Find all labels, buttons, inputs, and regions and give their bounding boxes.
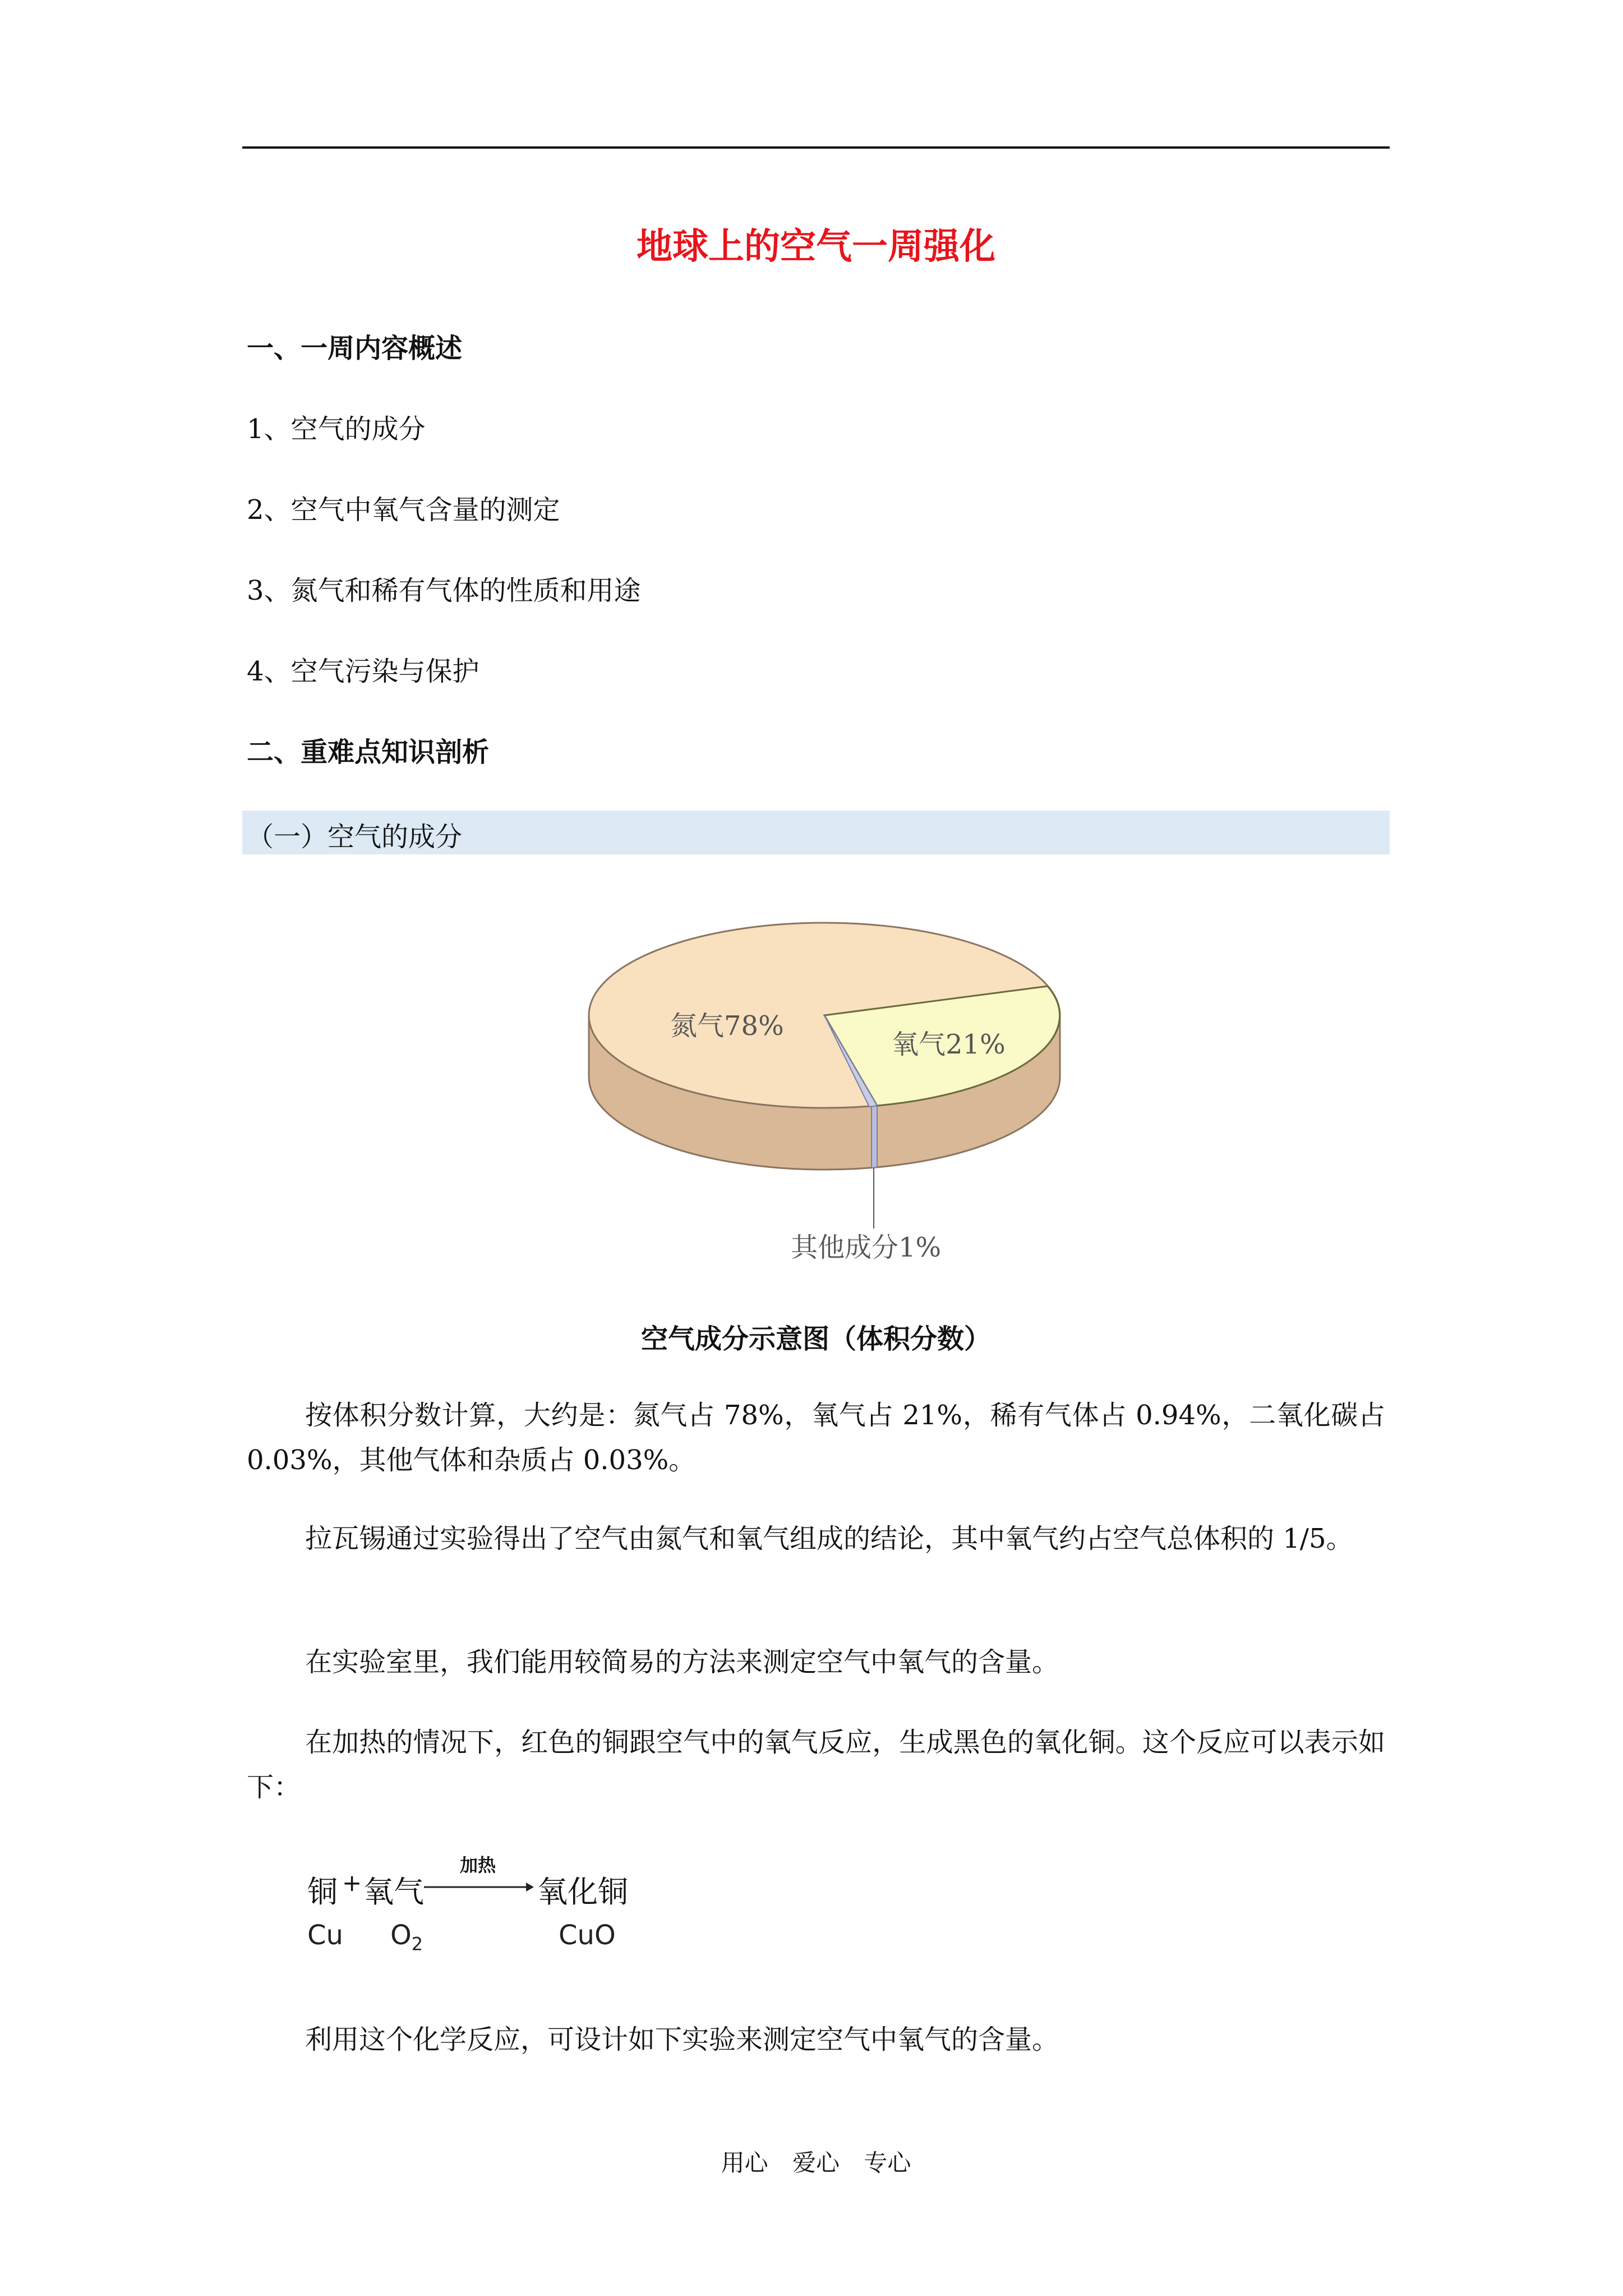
equation-condition: 加热 <box>460 1855 496 1876</box>
paragraph-composition: 按体积分数计算，大约是：氮气占 78%，氧气占 21%，稀有气体占 0.94%，二氧化碳占 0.03%，其他气体和杂质占 0.03%。 <box>247 1400 1385 1476</box>
air-composition-pie-chart <box>578 909 1071 1268</box>
list-item: 3、氮气和稀有气体的性质和用途 <box>247 575 641 606</box>
header-rule <box>242 146 1390 149</box>
label-oxygen: 氧气21% <box>892 1029 1006 1060</box>
label-other: 其他成分1% <box>791 1232 942 1263</box>
equation-reactant-copper: 铜 <box>307 1874 338 1910</box>
paragraph-copper-reaction: 在加热的情况下，红色的铜跟空气中的氧气反应，生成黑色的氧化铜。这个反应可以表示如下： <box>247 1727 1385 1803</box>
section-heading-overview: 一、一周内容概述 <box>247 333 463 364</box>
chart-caption: 空气成分示意图（体积分数） <box>640 1323 991 1355</box>
formula-oxygen-subscript: 2 <box>411 1933 423 1955</box>
paragraph-experiment-design: 利用这个化学反应，可设计如下实验来测定空气中氧气的含量。 <box>305 2024 1059 2055</box>
pie-side-other-slice <box>872 1106 877 1168</box>
reaction-equation <box>307 1855 666 1973</box>
paragraph-lab-method: 在实验室里，我们能用较简易的方法来测定空气中氧气的含量。 <box>305 1646 1059 1678</box>
list-item: 2、空气中氧气含量的测定 <box>247 494 560 526</box>
subheading-air-composition: （一）空气的成分 <box>247 821 463 853</box>
label-nitrogen: 氮气78% <box>670 1010 784 1042</box>
page-title: 地球上的空气一周强化 <box>637 226 995 268</box>
section-heading-key-points: 二、重难点知识剖析 <box>247 737 490 768</box>
reaction-arrow-icon <box>423 1880 535 1894</box>
equation-reactant-oxygen: 氧气 <box>363 1874 424 1910</box>
formula-copper: Cu <box>307 1920 343 1951</box>
equation-product: 氧化铜 <box>537 1874 628 1910</box>
paragraph-lavoisier: 拉瓦锡通过实验得出了空气由氮气和氧气组成的结论，其中氧气约占空气总体积的 1/5。 <box>305 1523 1353 1554</box>
list-item: 4、空气污染与保护 <box>247 656 479 687</box>
equation-plus: + <box>342 1869 362 1897</box>
formula-oxygen: $O_2$ <box>390 1920 423 1955</box>
page-footer: 用心 爱心 专心 <box>721 2149 911 2177</box>
list-item: 1、空气的成分 <box>247 413 426 445</box>
formula-copper-oxide: CuO <box>559 1920 616 1951</box>
